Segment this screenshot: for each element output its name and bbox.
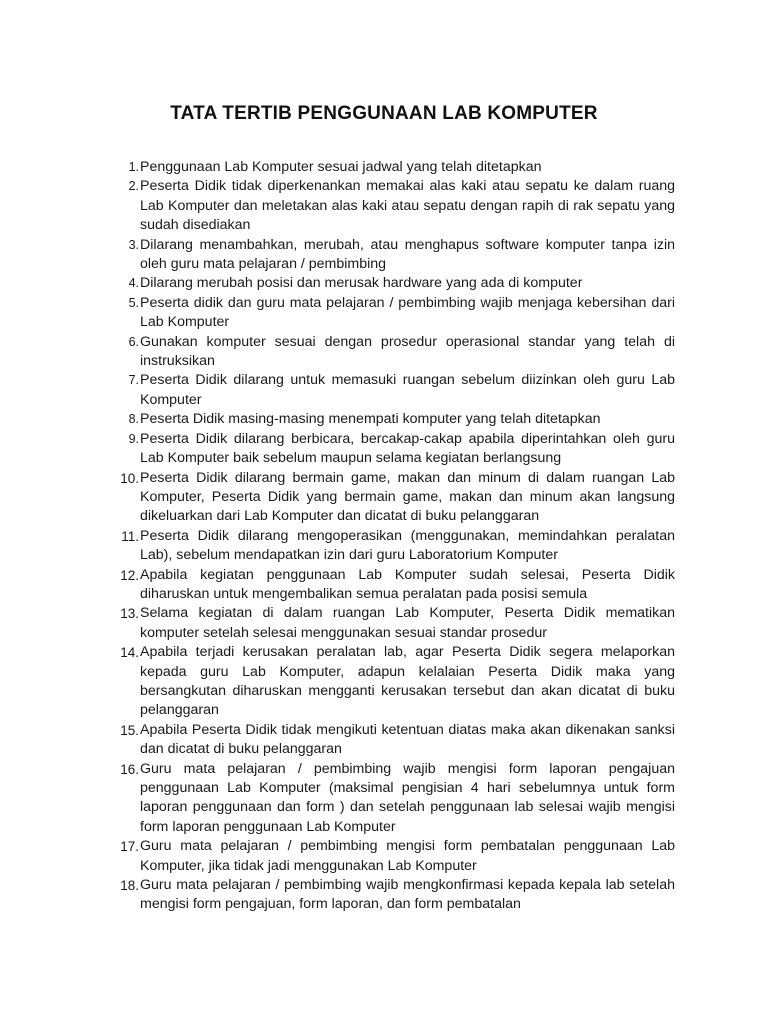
document-title: TATA TERTIB PENGGUNAAN LAB KOMPUTER <box>170 103 598 124</box>
rule-text: Peserta Didik dilarang untuk memasuki ruangan sebelum diizinkan oleh guru Lab Komputer <box>140 372 675 408</box>
list-item <box>115 566 675 605</box>
list-item <box>115 643 675 721</box>
rule-number: 16. <box>120 761 139 777</box>
rule-text: Guru mata pelajaran / pembimbing wajib mengkonfirmasi kepada kepala lab setelah mengisi form pengajuan, form laporan, dan form pembatalan <box>140 877 675 913</box>
list-item <box>115 760 675 838</box>
rule-text: Apabila Peserta Didik tidak mengikuti ketentuan diatas maka akan dikenakan sanksi dan dicatat di buku pelanggaran <box>140 721 675 758</box>
list-item <box>115 604 675 643</box>
rule-number: 5. <box>128 295 139 310</box>
rule-number: 14. <box>120 645 139 661</box>
rule-number: 18. <box>120 878 139 894</box>
rule-text: Peserta didik dan guru mata pelajaran / pembimbing wajib menjaga kebersihan dari Lab Komputer <box>140 294 675 331</box>
rule-text: Guru mata pelajaran / pembimbing wajib mengisi form laporan pengajuan penggunaan Lab Komputer (maksimal pengisian 4 hari sebelumnya untuk form laporan penggunaan dan form ) dan setelah penggunaan lab selesai wajib mengisi form laporan penggunaan Lab Komputer <box>140 760 675 835</box>
list-item <box>115 876 675 915</box>
rules-list <box>115 158 675 915</box>
rule-number: 15. <box>120 722 139 738</box>
rule-number: 7. <box>128 373 139 388</box>
rule-number: 12. <box>120 567 139 583</box>
list-item <box>115 177 675 235</box>
rule-number: 6. <box>128 334 139 349</box>
rule-number: 8. <box>128 412 139 427</box>
rule-text: Dilarang menambahkan, merubah, atau menghapus software komputer tanpa izin oleh guru mata pelajaran / pembimbing <box>140 236 675 273</box>
rule-text: Selama kegiatan di dalam ruangan Lab Komputer, Peserta Didik mematikan komputer setelah selesai menggunakan sesuai standar prosedur <box>140 605 675 641</box>
list-item <box>115 410 675 429</box>
list-item <box>115 469 675 527</box>
rule-text: Dilarang merubah posisi dan merusak hardware yang ada di komputer <box>140 275 583 292</box>
rule-number: 4. <box>128 276 139 291</box>
rule-text: Apabila terjadi kerusakan peralatan lab, agar Peserta Didik segera melaporkan kepada guru Lab Komputer, adapun kelalaian Peserta Didik maka yang bersangkutan diharuskan mengganti kerusakan tersebut dan akan dicatat di buku pelanggaran <box>140 644 675 719</box>
rule-number: 11. <box>121 528 139 544</box>
rule-number: 3. <box>128 237 139 252</box>
list-item <box>115 430 675 469</box>
rule-text: Peserta Didik tidak diperkenankan memakai alas kaki atau sepatu ke dalam ruang Lab Komputer dan meletakan alas kaki atau sepatu dengan rapih di rak sepatu yang sudah disediakan <box>140 178 675 234</box>
rule-text: Gunakan komputer sesuai dengan prosedur operasional standar yang telah di instruksikan <box>140 333 675 370</box>
rule-number: 1. <box>128 160 139 174</box>
list-item <box>115 721 675 760</box>
list-item <box>115 274 675 293</box>
rule-text: Peserta Didik dilarang bermain game, makan dan minum di dalam ruangan Lab Komputer, Peserta Didik yang bermain game, makan dan minum akan langsung dikeluarkan dari Lab Komputer dan dicatat di buku pelanggaran <box>140 469 675 525</box>
list-item <box>115 527 675 566</box>
rule-number: 17. <box>120 839 139 855</box>
rule-number: 2. <box>128 179 139 194</box>
rule-number: 9. <box>128 431 139 446</box>
rule-text: Peserta Didik dilarang mengoperasikan (menggunakan, memindahkan peralatan Lab), sebelum mendapatkan izin dari guru Laboratorium Komputer <box>140 527 675 564</box>
rule-text: Peserta Didik masing-masing menempati komputer yang telah ditetapkan <box>140 411 601 428</box>
rule-text: Peserta Didik dilarang berbicara, bercakap-cakap apabila diperintahkan oleh guru Lab Komputer baik sebelum maupun selama kegiatan berlangsung <box>140 430 675 467</box>
rule-text: Guru mata pelajaran / pembimbing mengisi form pembatalan penggunaan Lab Komputer, jika tidak jadi menggunakan Lab Komputer <box>140 838 675 874</box>
list-item <box>115 371 675 410</box>
list-item <box>115 158 675 177</box>
list-item <box>115 294 675 333</box>
rule-number: 10. <box>120 470 139 486</box>
list-item <box>115 837 675 876</box>
list-item <box>115 236 675 275</box>
list-item <box>115 333 675 372</box>
rule-text: Apabila kegiatan penggunaan Lab Komputer sudah selesai, Peserta Didik diharuskan untuk mengembalikan semua peralatan pada posisi semula <box>140 566 675 602</box>
rule-text: Penggunaan Lab Komputer sesuai jadwal yang telah ditetapkan <box>140 159 542 175</box>
rule-number: 13. <box>120 606 139 622</box>
